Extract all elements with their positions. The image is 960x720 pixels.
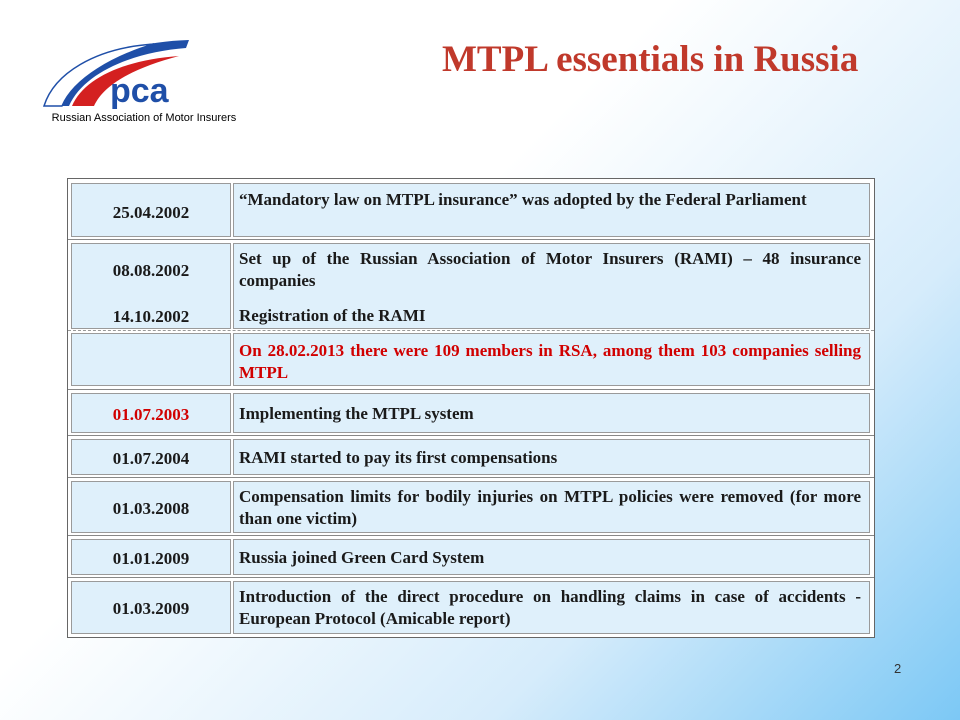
date-cell <box>71 393 231 433</box>
event-label-highlight: On 28.02.2013 there were 109 members in RSA, among them 103 companies selling MTPL <box>239 341 861 382</box>
event-cell <box>233 183 870 237</box>
date-cell <box>71 439 231 475</box>
date-label: 01.01.2009 <box>112 549 190 568</box>
event-label: Set up of the Russian Association of Motor Insurers (RAMI) – 48 insurance companies <box>239 249 861 290</box>
event-cell <box>233 393 870 433</box>
event-label: Compensation limits for bodily injuries on MTPL policies were removed (for more than one victim) <box>239 487 861 528</box>
event-label: Introduction of the direct procedure on handling claims in case of accidents - European Protocol (Amicable report) <box>239 587 861 628</box>
date-cell <box>71 481 231 533</box>
page-title: MTPL essentials in Russia <box>442 39 859 80</box>
table-row <box>68 389 874 436</box>
date-label: 01.07.2004 <box>112 449 190 468</box>
event-cell <box>233 581 870 634</box>
event-cell <box>233 481 870 533</box>
event-label: “Mandatory law on MTPL insurance” was adopted by the Federal Parliament <box>239 190 807 209</box>
event-label: Russia joined Green Card System <box>239 548 485 567</box>
table-row <box>68 435 874 478</box>
event-cell <box>233 539 870 575</box>
date-cell <box>71 539 231 575</box>
date-label: 25.04.2002 <box>112 203 190 222</box>
date-cell <box>71 243 231 329</box>
event-label: Implementing the MTPL system <box>239 404 474 423</box>
event-label: RAMI started to pay its first compensations <box>239 448 558 467</box>
date-cell <box>71 183 231 237</box>
table-row <box>68 239 874 332</box>
date-cell <box>71 581 231 634</box>
event-cell <box>233 333 870 386</box>
logo-text: pca <box>110 72 169 110</box>
event-label: Registration of the RAMI <box>239 306 426 325</box>
date-label: 08.08.2002 <box>112 261 190 280</box>
date-label: 01.03.2008 <box>112 499 190 518</box>
timeline-table <box>67 178 875 638</box>
event-cell <box>233 243 870 329</box>
date-label: 14.10.2002 <box>112 307 190 326</box>
date-label: 01.07.2003 <box>112 405 190 424</box>
table-row <box>68 477 874 536</box>
logo-caption: Russian Association of Motor Insurers <box>51 112 237 124</box>
table-row <box>68 331 874 389</box>
page-number: 2 <box>894 661 902 676</box>
event-cell <box>233 439 870 475</box>
table-row <box>68 577 874 637</box>
date-label: 01.03.2009 <box>112 599 190 618</box>
rami-logo <box>14 34 272 130</box>
date-cell <box>71 333 231 386</box>
table-row <box>68 179 874 239</box>
logo-mark-icon <box>14 34 272 114</box>
table-row <box>68 535 874 578</box>
